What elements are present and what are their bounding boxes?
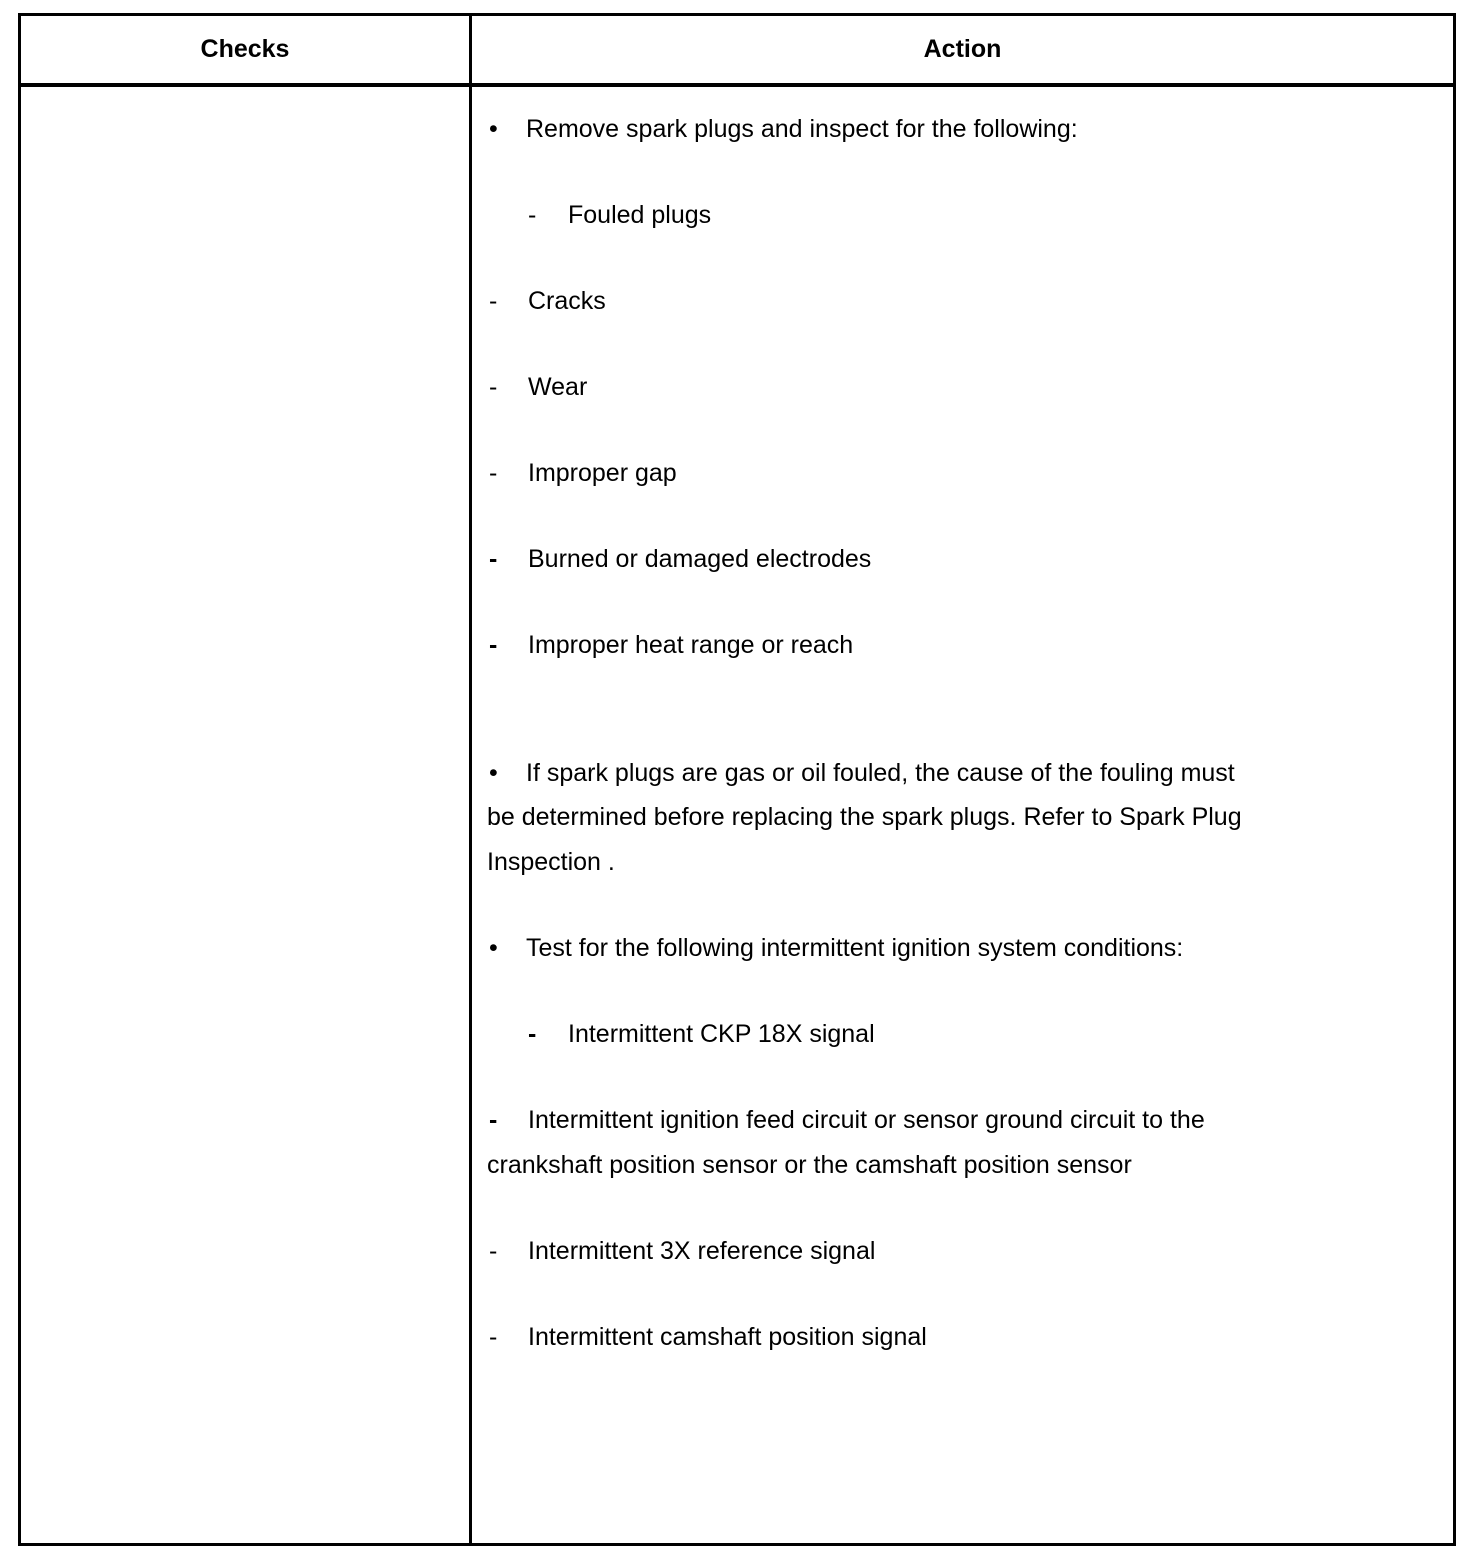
action-subitem-heat-range: Improper heat range or reach — [528, 631, 854, 659]
action-subitem-wear: Wear — [528, 373, 588, 401]
header-divider — [21, 83, 1453, 87]
action-subitem-improper-gap: Improper gap — [528, 459, 677, 487]
dash-marker: - — [489, 459, 498, 487]
dash-marker: - — [489, 1237, 498, 1265]
action-subitem-3x-reference: Intermittent 3X reference signal — [528, 1237, 876, 1265]
column-divider — [469, 16, 472, 1543]
dash-marker: - — [528, 1020, 537, 1048]
dash-marker: - — [489, 1323, 498, 1351]
column-header-checks: Checks — [200, 35, 290, 63]
dash-marker: - — [489, 287, 498, 315]
action-item-remove-spark-plugs: Remove spark plugs and inspect for the following: — [526, 115, 1078, 143]
action-subitem-burned-electrodes: Burned or damaged electrodes — [528, 545, 872, 573]
dash-marker: - — [528, 201, 537, 229]
action-item-gas-oil-fouled-line-3: Inspection . — [487, 848, 615, 876]
action-subitem-cracks: Cracks — [528, 287, 606, 315]
action-item-gas-oil-fouled-line-2: be determined before replacing the spark plugs. Refer to Spark Plug — [487, 803, 1242, 831]
dash-marker: - — [489, 1106, 498, 1134]
column-header-action: Action — [923, 35, 1002, 63]
dash-marker: - — [489, 545, 498, 573]
action-item-test-intermittent: Test for the following intermittent ignition system conditions: — [526, 934, 1184, 962]
action-item-gas-oil-fouled-line-1: If spark plugs are gas or oil fouled, the cause of the fouling must — [526, 759, 1235, 787]
action-subitem-ignition-feed-line-2: crankshaft position sensor or the camshaft position sensor — [487, 1151, 1132, 1179]
bullet-marker: • — [489, 115, 498, 143]
bullet-marker: • — [489, 759, 498, 787]
bullet-marker: • — [489, 934, 498, 962]
action-subitem-ckp-18x: Intermittent CKP 18X signal — [568, 1020, 875, 1048]
dash-marker: - — [489, 373, 498, 401]
dash-marker: - — [489, 631, 498, 659]
action-subitem-ignition-feed-line-1: Intermittent ignition feed circuit or sensor ground circuit to the — [528, 1106, 1205, 1134]
action-subitem-camshaft-position: Intermittent camshaft position signal — [528, 1323, 927, 1351]
action-subitem-fouled-plugs: Fouled plugs — [568, 201, 712, 229]
